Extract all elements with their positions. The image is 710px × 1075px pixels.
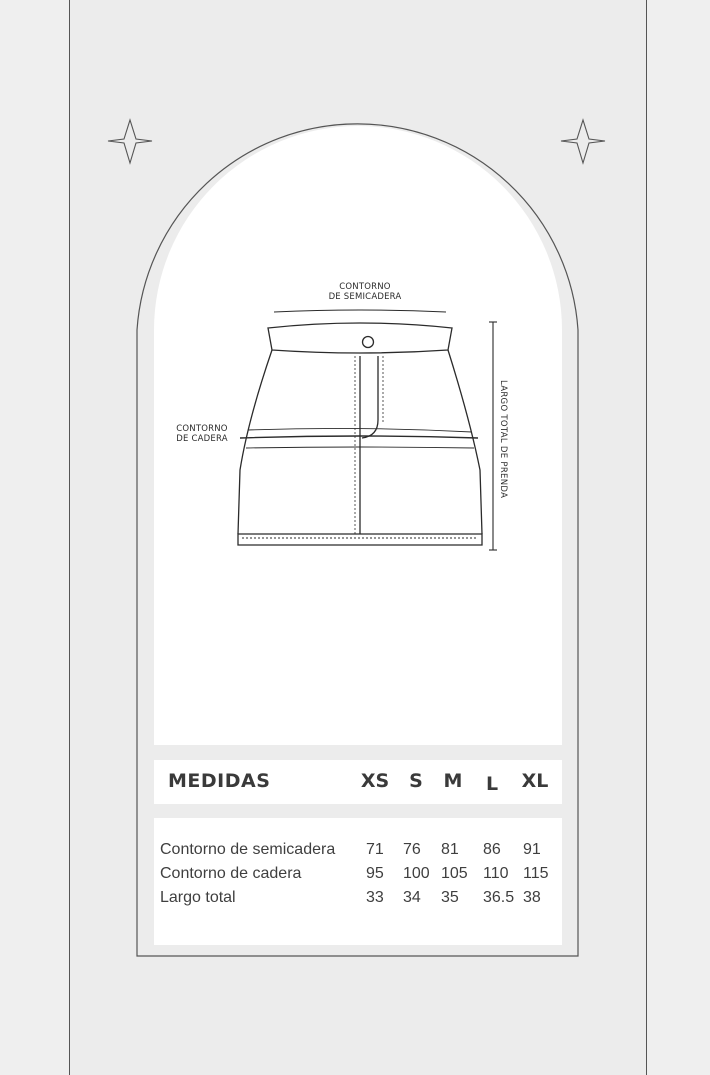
cell-xl: 115	[523, 865, 549, 882]
cell-m: 105	[441, 865, 468, 882]
waist-label	[310, 282, 420, 302]
sparkle-icon	[108, 120, 152, 163]
table-row	[160, 841, 560, 865]
row-label: Contorno de semicadera	[160, 841, 336, 858]
hip-label	[160, 424, 244, 444]
size-header-xl: XL	[521, 770, 549, 792]
cell-xs: 71	[366, 841, 384, 858]
row-label: Contorno de cadera	[160, 865, 302, 882]
cell-m: 81	[441, 841, 459, 858]
cell-xl: 91	[523, 841, 541, 858]
size-header-s: S	[409, 770, 423, 792]
length-label: LARGO TOTAL DE PRENDA	[498, 380, 508, 499]
table-row	[160, 889, 560, 913]
table-row	[160, 865, 560, 889]
cell-l: 86	[483, 841, 501, 858]
cell-xl: 38	[523, 889, 541, 906]
cell-xs: 95	[366, 865, 384, 882]
size-header-l: L	[485, 773, 499, 795]
hip-label-line1: CONTORNO	[176, 424, 228, 434]
size-header-xs: XS	[360, 770, 390, 792]
cell-xs: 33	[366, 889, 384, 906]
waist-label-line1: CONTORNO	[339, 282, 391, 292]
cell-s: 76	[403, 841, 421, 858]
row-label: Largo total	[160, 889, 236, 906]
size-header-m: M	[443, 770, 463, 792]
hip-label-line2: DE CADERA	[176, 434, 228, 444]
cell-m: 35	[441, 889, 459, 906]
cell-s: 34	[403, 889, 421, 906]
measurements-title: MEDIDAS	[168, 770, 271, 792]
sparkle-icon	[561, 120, 605, 163]
cell-l: 36.5	[483, 889, 515, 906]
cell-s: 100	[403, 865, 430, 882]
measurements-table	[154, 818, 562, 945]
cell-l: 110	[483, 865, 509, 882]
waist-label-line2: DE SEMICADERA	[328, 292, 402, 302]
measurements-header	[154, 760, 562, 804]
